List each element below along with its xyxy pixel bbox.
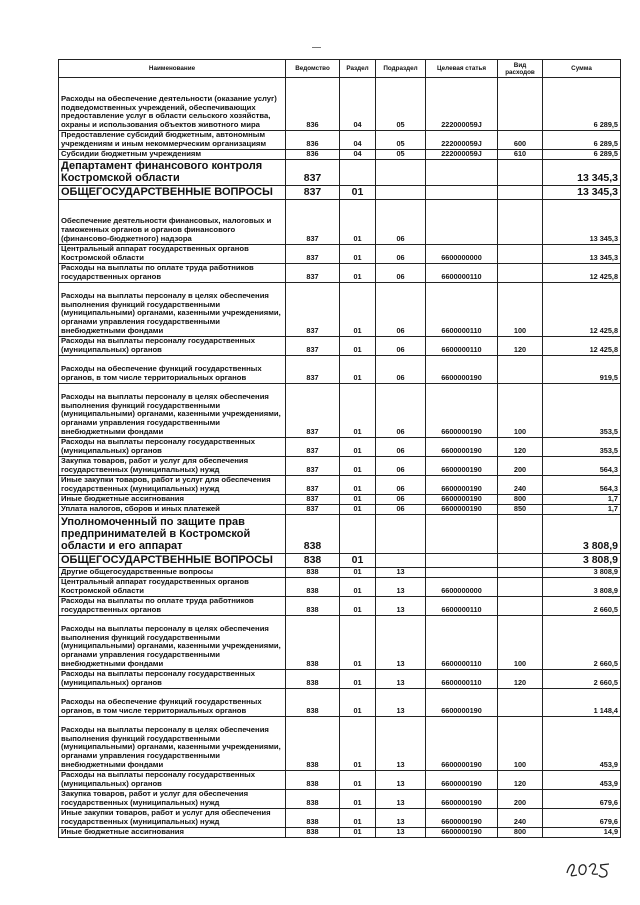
table-row	[59, 494, 621, 504]
row-amount: 6 289,5	[543, 78, 621, 131]
col-header-department: Ведомство	[286, 60, 340, 78]
row-department: 838	[286, 577, 340, 596]
row-subsection: 05	[376, 131, 426, 150]
row-subsection	[376, 514, 426, 553]
row-expense-type: 240	[498, 475, 543, 494]
row-department: 837	[286, 355, 340, 383]
row-section: 01	[340, 577, 376, 596]
row-target-article: 6600000190	[426, 504, 498, 514]
row-name: Иные закупки товаров, работ и услуг для обеспечения государственных (муниципальных) нужд	[59, 475, 286, 494]
table-row	[59, 553, 621, 567]
col-header-subsection: Подраздел	[376, 60, 426, 78]
row-section: 01	[340, 596, 376, 615]
row-subsection: 06	[376, 475, 426, 494]
row-section: 01	[340, 770, 376, 789]
row-amount: 564,3	[543, 456, 621, 475]
row-department: 836	[286, 78, 340, 131]
row-section: 01	[340, 437, 376, 456]
row-name: Уплата налогов, сборов и иных платежей	[59, 504, 286, 514]
row-expense-type: 200	[498, 789, 543, 808]
row-name: Расходы на обеспечение деятельности (оказание услуг) подведомственных учреждений, обеспечивающих предоставление услуг в области сельского хозяйства, охраны и использования объектов животного мира	[59, 78, 286, 131]
table-header-row	[59, 60, 621, 78]
col-header-section: Раздел	[340, 60, 376, 78]
row-section: 01	[340, 282, 376, 336]
row-target-article: 6600000190	[426, 688, 498, 716]
row-name: Закупка товаров, работ и услуг для обеспечения государственных (муниципальных) нужд	[59, 456, 286, 475]
row-department: 837	[286, 263, 340, 282]
row-name: Иные закупки товаров, работ и услуг для обеспечения государственных (муниципальных) нужд	[59, 808, 286, 827]
row-department: 837	[286, 504, 340, 514]
table-row	[59, 577, 621, 596]
row-section: 01	[340, 808, 376, 827]
row-section: 01	[340, 567, 376, 577]
row-section: 04	[340, 78, 376, 131]
row-section: 01	[340, 615, 376, 669]
row-expense-type: 800	[498, 494, 543, 504]
table-row	[59, 456, 621, 475]
row-target-article: 6600000110	[426, 336, 498, 355]
row-name: Обеспечение деятельности финансовых, налоговых и таможенных органов и органов финансового (финансово-бюджетного) надзора	[59, 199, 286, 244]
row-subsection: 13	[376, 789, 426, 808]
row-amount: 453,9	[543, 770, 621, 789]
row-subsection: 06	[376, 199, 426, 244]
row-subsection: 06	[376, 282, 426, 336]
table-row	[59, 514, 621, 553]
row-amount: 3 808,9	[543, 514, 621, 553]
table-row	[59, 504, 621, 514]
row-section	[340, 514, 376, 553]
row-target-article: 6600000190	[426, 475, 498, 494]
row-name: Расходы на выплаты персоналу в целях обеспечения выполнения функций государственными (муниципальными) органами, казенными учреждениями, органами управления государственными внебюджетными фондами	[59, 615, 286, 669]
row-target-article: 6600000110	[426, 263, 498, 282]
row-target-article: 6600000110	[426, 596, 498, 615]
row-section: 01	[340, 244, 376, 263]
row-name: Расходы на выплаты персоналу государственных (муниципальных) органов	[59, 669, 286, 688]
handwritten-signature	[565, 855, 613, 883]
row-department: 838	[286, 688, 340, 716]
row-amount: 3 808,9	[543, 567, 621, 577]
row-section: 01	[340, 336, 376, 355]
row-target-article: 6600000000	[426, 244, 498, 263]
budget-table	[58, 59, 621, 838]
row-department: 838	[286, 827, 340, 837]
row-department: 837	[286, 475, 340, 494]
row-name: Центральный аппарат государственных органов Костромской области	[59, 244, 286, 263]
table-row	[59, 336, 621, 355]
row-name: Другие общегосударственные вопросы	[59, 567, 286, 577]
row-expense-type	[498, 199, 543, 244]
row-department: 837	[286, 199, 340, 244]
row-amount: 6 289,5	[543, 131, 621, 150]
row-expense-type	[498, 78, 543, 131]
row-name: Расходы на выплаты персоналу в целях обеспечения выполнения функций государственными (муниципальными) органами, казенными учреждениями, органами управления государственными внебюджетными фондами	[59, 383, 286, 437]
table-row	[59, 596, 621, 615]
row-subsection: 06	[376, 263, 426, 282]
row-department: 837	[286, 282, 340, 336]
table-row	[59, 199, 621, 244]
row-expense-type: 120	[498, 669, 543, 688]
row-subsection	[376, 185, 426, 199]
row-amount: 13 345,3	[543, 160, 621, 186]
row-amount: 2 660,5	[543, 596, 621, 615]
table-row	[59, 150, 621, 160]
row-department: 837	[286, 383, 340, 437]
row-amount: 6 289,5	[543, 150, 621, 160]
row-department: 838	[286, 770, 340, 789]
table-row	[59, 615, 621, 669]
row-department: 837	[286, 244, 340, 263]
row-department: 837	[286, 456, 340, 475]
table-row	[59, 808, 621, 827]
row-target-article	[426, 514, 498, 553]
row-department: 836	[286, 131, 340, 150]
row-department: 838	[286, 716, 340, 770]
table-row	[59, 131, 621, 150]
row-section: 01	[340, 688, 376, 716]
row-expense-type	[498, 355, 543, 383]
row-amount: 919,5	[543, 355, 621, 383]
col-header-name: Наименование	[59, 60, 286, 78]
table-row	[59, 716, 621, 770]
row-department: 837	[286, 437, 340, 456]
row-expense-type	[498, 244, 543, 263]
table-row	[59, 567, 621, 577]
row-name: Субсидии бюджетным учреждениям	[59, 150, 286, 160]
row-department: 837	[286, 494, 340, 504]
row-target-article	[426, 185, 498, 199]
table-row	[59, 827, 621, 837]
row-name: Расходы на выплаты персоналу государственных (муниципальных) органов	[59, 437, 286, 456]
row-department: 838	[286, 553, 340, 567]
row-section: 01	[340, 456, 376, 475]
row-section: 01	[340, 669, 376, 688]
row-subsection: 06	[376, 355, 426, 383]
row-department: 838	[286, 669, 340, 688]
row-name: Расходы на обеспечение функций государственных органов, в том числе территориальных органов	[59, 688, 286, 716]
row-name: Расходы на выплаты персоналу в целях обеспечения выполнения функций государственными (муниципальными) органами, казенными учреждениями, органами управления государственными внебюджетными фондами	[59, 716, 286, 770]
row-expense-type	[498, 185, 543, 199]
row-expense-type: 120	[498, 336, 543, 355]
row-target-article: 6600000000	[426, 577, 498, 596]
row-department: 838	[286, 514, 340, 553]
row-expense-type	[498, 567, 543, 577]
row-target-article: 6600000190	[426, 770, 498, 789]
row-expense-type	[498, 688, 543, 716]
row-expense-type: 100	[498, 615, 543, 669]
table-row	[59, 355, 621, 383]
row-amount: 453,9	[543, 716, 621, 770]
row-name: Расходы на выплаты персоналу государственных (муниципальных) органов	[59, 770, 286, 789]
row-department: 838	[286, 596, 340, 615]
row-amount: 353,5	[543, 437, 621, 456]
row-amount: 3 808,9	[543, 577, 621, 596]
row-target-article: 6600000110	[426, 282, 498, 336]
row-department: 837	[286, 185, 340, 199]
table-row	[59, 770, 621, 789]
row-section: 01	[340, 716, 376, 770]
row-subsection: 13	[376, 716, 426, 770]
row-name: Расходы на выплаты персоналу государственных (муниципальных) органов	[59, 336, 286, 355]
row-name: ОБЩЕГОСУДАРСТВЕННЫЕ ВОПРОСЫ	[59, 553, 286, 567]
row-target-article: 6600000190	[426, 827, 498, 837]
row-section: 04	[340, 150, 376, 160]
row-expense-type: 100	[498, 383, 543, 437]
table-row	[59, 185, 621, 199]
row-subsection: 13	[376, 808, 426, 827]
row-target-article: 6600000190	[426, 456, 498, 475]
row-amount: 564,3	[543, 475, 621, 494]
row-department: 836	[286, 150, 340, 160]
row-section: 01	[340, 504, 376, 514]
row-name: Уполномоченный по защите прав предпринимателей в Костромской области и его аппарат	[59, 514, 286, 553]
row-amount: 13 345,3	[543, 244, 621, 263]
row-subsection: 06	[376, 456, 426, 475]
row-subsection: 06	[376, 244, 426, 263]
row-subsection	[376, 160, 426, 186]
row-expense-type	[498, 596, 543, 615]
row-section: 01	[340, 199, 376, 244]
row-expense-type	[498, 263, 543, 282]
stray-mark	[312, 47, 321, 48]
table-row	[59, 437, 621, 456]
row-target-article: 222000059J	[426, 131, 498, 150]
col-header-target-article: Целевая статья	[426, 60, 498, 78]
row-name: ОБЩЕГОСУДАРСТВЕННЫЕ ВОПРОСЫ	[59, 185, 286, 199]
row-department: 837	[286, 336, 340, 355]
row-target-article: 6600000190	[426, 716, 498, 770]
row-subsection: 05	[376, 150, 426, 160]
table-row	[59, 282, 621, 336]
row-amount: 12 425,8	[543, 263, 621, 282]
row-name: Иные бюджетные ассигнования	[59, 827, 286, 837]
row-expense-type: 600	[498, 131, 543, 150]
row-subsection: 06	[376, 494, 426, 504]
row-subsection: 13	[376, 596, 426, 615]
table-row	[59, 688, 621, 716]
row-amount: 679,6	[543, 808, 621, 827]
row-target-article: 6600000190	[426, 789, 498, 808]
row-target-article	[426, 567, 498, 577]
row-target-article: 6600000110	[426, 669, 498, 688]
row-subsection: 13	[376, 688, 426, 716]
row-expense-type: 610	[498, 150, 543, 160]
row-department: 838	[286, 615, 340, 669]
col-header-expense-type: Вид расходов	[498, 60, 543, 78]
row-section: 01	[340, 475, 376, 494]
row-name: Расходы на выплаты по оплате труда работников государственных органов	[59, 596, 286, 615]
row-department: 838	[286, 789, 340, 808]
row-target-article: 6600000190	[426, 355, 498, 383]
row-subsection: 06	[376, 383, 426, 437]
row-name: Департамент финансового контроля Костромской области	[59, 160, 286, 186]
row-expense-type: 850	[498, 504, 543, 514]
row-subsection: 13	[376, 669, 426, 688]
row-expense-type: 100	[498, 282, 543, 336]
row-expense-type	[498, 577, 543, 596]
row-target-article: 222000059J	[426, 78, 498, 131]
row-subsection: 13	[376, 577, 426, 596]
row-name: Расходы на выплаты персоналу в целях обеспечения выполнения функций государственными (муниципальными) органами, казенными учреждениями, органами управления государственными внебюджетными фондами	[59, 282, 286, 336]
row-name: Закупка товаров, работ и услуг для обеспечения государственных (муниципальных) нужд	[59, 789, 286, 808]
row-target-article	[426, 160, 498, 186]
row-section: 01	[340, 789, 376, 808]
row-amount: 679,6	[543, 789, 621, 808]
row-amount: 1,7	[543, 494, 621, 504]
row-section: 01	[340, 185, 376, 199]
row-target-article: 6600000110	[426, 615, 498, 669]
row-subsection: 05	[376, 78, 426, 131]
row-section: 01	[340, 263, 376, 282]
row-department: 838	[286, 808, 340, 827]
table-row	[59, 789, 621, 808]
row-amount: 3 808,9	[543, 553, 621, 567]
table-row	[59, 78, 621, 131]
table-row	[59, 263, 621, 282]
row-expense-type	[498, 160, 543, 186]
row-department: 838	[286, 567, 340, 577]
row-subsection: 13	[376, 770, 426, 789]
row-expense-type	[498, 553, 543, 567]
row-subsection: 13	[376, 615, 426, 669]
table-row	[59, 160, 621, 186]
row-section: 01	[340, 355, 376, 383]
row-expense-type: 200	[498, 456, 543, 475]
row-expense-type	[498, 514, 543, 553]
row-name: Иные бюджетные ассигнования	[59, 494, 286, 504]
table-body	[59, 78, 621, 838]
row-target-article: 222000059J	[426, 150, 498, 160]
row-name: Центральный аппарат государственных органов Костромской области	[59, 577, 286, 596]
row-subsection: 13	[376, 567, 426, 577]
row-target-article	[426, 199, 498, 244]
table-row	[59, 475, 621, 494]
table-row	[59, 383, 621, 437]
row-name: Предоставление субсидий бюджетным, автономным учреждениям и иным некоммерческим организациям	[59, 131, 286, 150]
row-target-article: 6600000190	[426, 808, 498, 827]
row-target-article: 6600000190	[426, 383, 498, 437]
col-header-amount: Сумма	[543, 60, 621, 78]
row-section: 04	[340, 131, 376, 150]
row-expense-type: 100	[498, 716, 543, 770]
table-row	[59, 244, 621, 263]
table-row	[59, 669, 621, 688]
row-section	[340, 160, 376, 186]
row-expense-type: 240	[498, 808, 543, 827]
row-amount: 1,7	[543, 504, 621, 514]
row-name: Расходы на обеспечение функций государственных органов, в том числе территориальных органов	[59, 355, 286, 383]
row-amount: 353,5	[543, 383, 621, 437]
row-subsection: 06	[376, 336, 426, 355]
row-amount: 12 425,8	[543, 282, 621, 336]
row-amount: 13 345,3	[543, 199, 621, 244]
row-department: 837	[286, 160, 340, 186]
row-expense-type: 120	[498, 437, 543, 456]
row-section: 01	[340, 827, 376, 837]
row-amount: 13 345,3	[543, 185, 621, 199]
row-subsection: 06	[376, 437, 426, 456]
row-subsection: 13	[376, 827, 426, 837]
row-subsection: 06	[376, 504, 426, 514]
row-amount: 2 660,5	[543, 669, 621, 688]
row-section: 01	[340, 383, 376, 437]
row-name: Расходы на выплаты по оплате труда работников государственных органов	[59, 263, 286, 282]
row-amount: 1 148,4	[543, 688, 621, 716]
row-expense-type: 120	[498, 770, 543, 789]
row-target-article	[426, 553, 498, 567]
row-amount: 2 660,5	[543, 615, 621, 669]
row-expense-type: 800	[498, 827, 543, 837]
row-amount: 12 425,8	[543, 336, 621, 355]
row-target-article: 6600000190	[426, 494, 498, 504]
row-target-article: 6600000190	[426, 437, 498, 456]
row-section: 01	[340, 553, 376, 567]
row-subsection	[376, 553, 426, 567]
row-section: 01	[340, 494, 376, 504]
row-amount: 14,9	[543, 827, 621, 837]
